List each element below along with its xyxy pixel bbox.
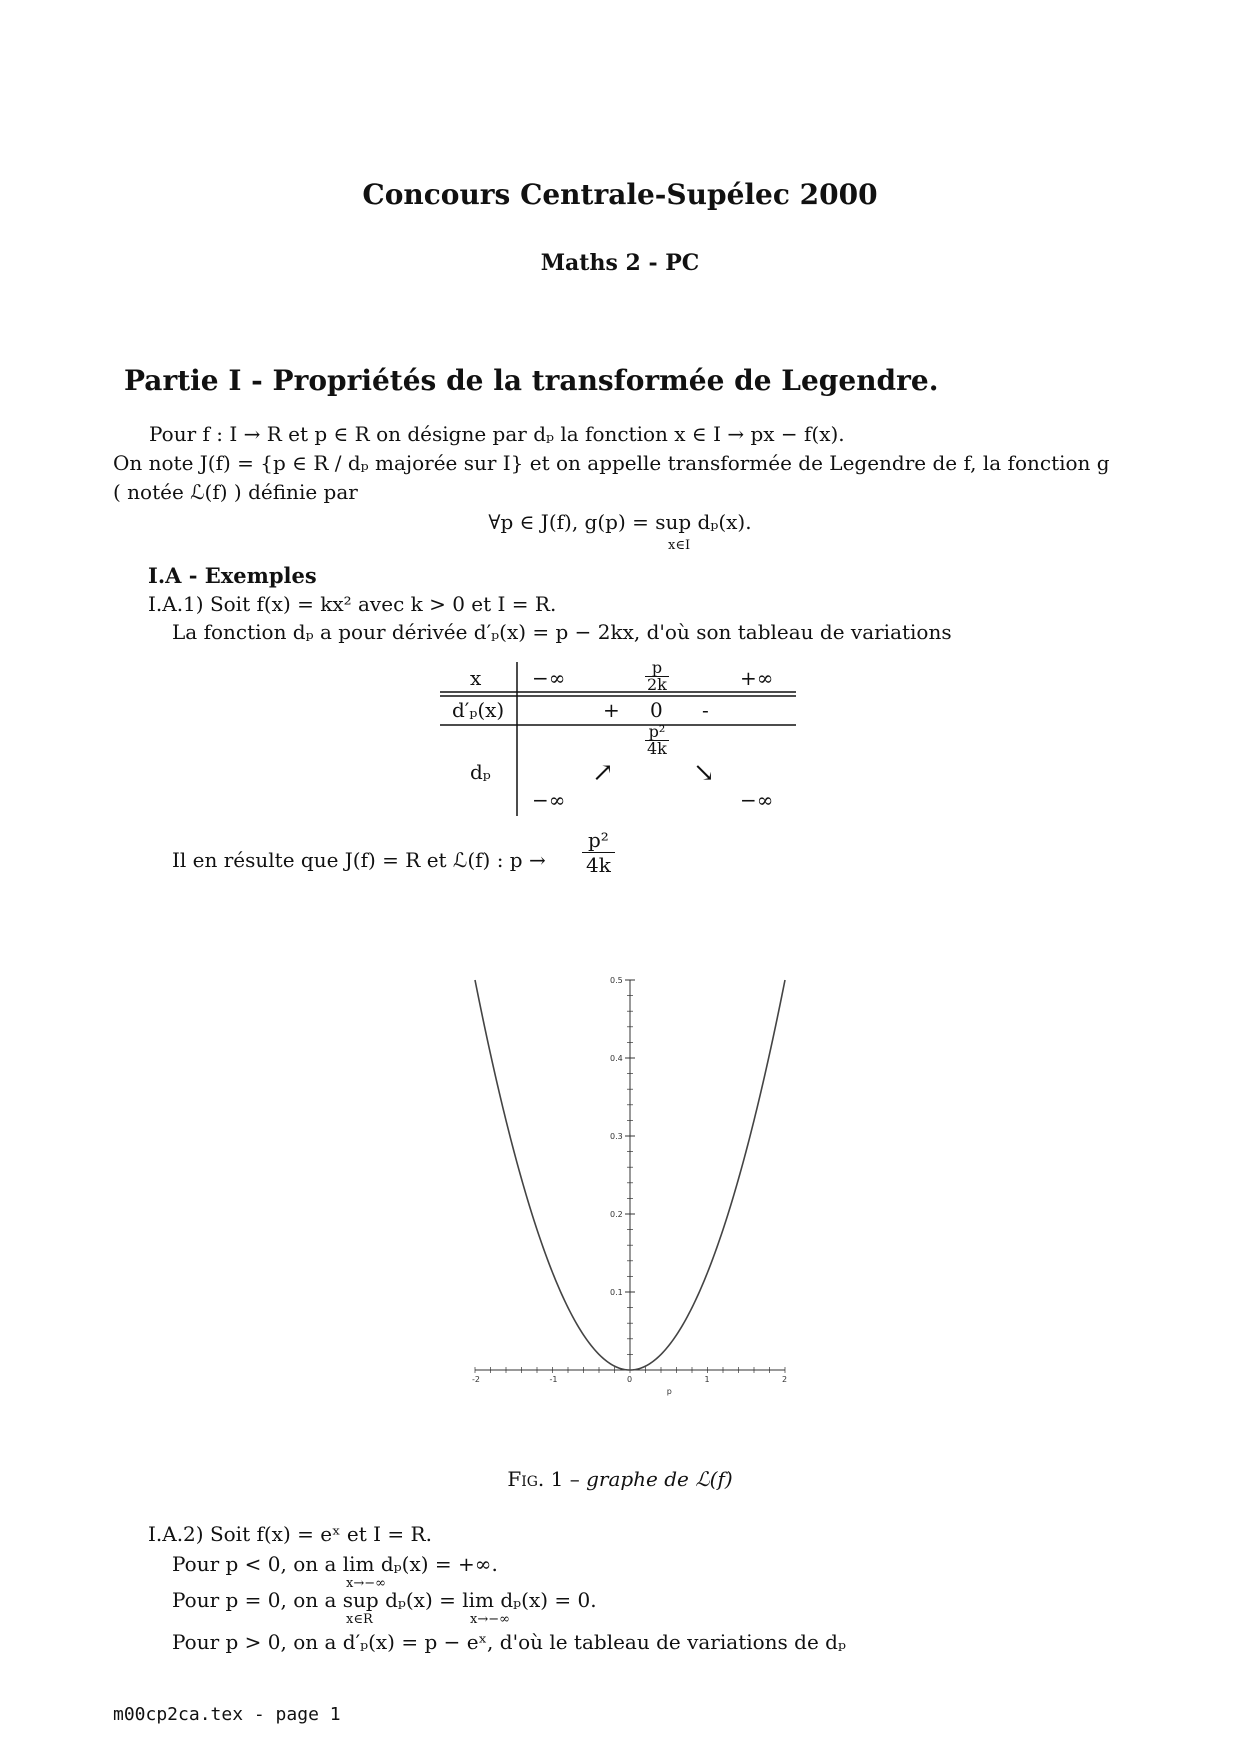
result-den: 4k [586,853,611,877]
table-max-value [645,724,669,757]
document-title: Concours Centrale-Supélec 2000 [362,178,878,211]
table-row-x: x [470,666,482,690]
intro-line-3: ( notée ℒ(f) ) définie par [113,480,358,504]
intro-line-2: On note J(f) = {p ∈ R / dₚ majorée sur I} et on appelle transformée de Legendre de f, la fonction g [113,451,1110,475]
result-fraction [582,828,615,877]
q2-line-2-sub: x→−∞ [346,1576,386,1591]
legendre-formula-text: ∀p ∈ J(f), g(p) = sup dₚ(x). [488,510,752,534]
intro-paragraph [113,420,1123,507]
table-row-d: dₚ [470,760,491,784]
result-num: p² [582,828,615,853]
table-bottom-left: −∞ [532,788,566,812]
y-tick-label: 0.2 [610,1210,623,1219]
arrow-up-icon: ↗ [592,758,614,788]
q1-line-1: I.A.1) Soit f(x) = kx² avec k > 0 et I = R. [148,592,557,616]
table-sign-plus: + [603,698,620,722]
document-subtitle: Maths 2 - PC [540,250,700,276]
figure-caption [0,1467,1240,1491]
table-row-derivative: d′ₚ(x) [452,698,505,722]
intro-line-1: Pour f : I → R et p ∈ R on désigne par dₚ la fonction x ∈ I → px − f(x). [149,422,845,446]
q2-line-3-sub2: x→−∞ [470,1612,510,1627]
page-footer: m00cp2ca.tex - page 1 [113,1704,341,1725]
figure-caption-prefix: Fig. 1 – [507,1467,580,1491]
max-den: 4k [647,739,667,758]
q2-line-3: Pour p = 0, on a sup dₚ(x) = lim dₚ(x) = 0. [172,1588,597,1612]
y-tick-label: 0.3 [610,1132,623,1141]
x-tick-label: 1 [704,1375,710,1384]
table-x-plus-inf: +∞ [740,666,774,690]
legendre-parabola-chart [460,970,800,1396]
part-title: Partie I - Propriétés de la transformée de Legendre. [124,364,939,397]
q2-line-1: I.A.2) Soit f(x) = eˣ et I = R. [148,1522,432,1546]
section-a-title: I.A - Exemples [148,563,317,588]
max-num: p² [645,724,669,741]
table-zero: 0 [650,698,663,722]
result-line: Il en résulte que J(f) = R et ℒ(f) : p → [172,848,546,872]
critical-num: p [645,660,669,677]
table-critical-point [645,660,669,693]
x-tick-label: -1 [549,1375,558,1384]
x-axis-label: p [666,1387,672,1396]
y-tick-label: 0.4 [610,1054,623,1063]
x-tick-label: 2 [782,1375,788,1384]
table-bottom-right: −∞ [740,788,774,812]
q2-line-2: Pour p < 0, on a lim dₚ(x) = +∞. [172,1552,498,1576]
critical-den: 2k [647,675,667,694]
arrow-down-icon: ↘ [693,758,715,788]
y-tick-label: 0.5 [610,976,623,985]
q2-line-4: Pour p > 0, on a d′ₚ(x) = p − eˣ, d'où le tableau de variations de dₚ [172,1630,846,1654]
x-tick-label: -2 [472,1375,480,1384]
variation-table [440,660,796,816]
y-tick-label: 0.1 [610,1288,623,1297]
q2-line-3-sub1: x∈R [346,1612,373,1627]
legendre-formula-sub: x∈I [668,538,691,553]
x-tick-label: 0 [627,1375,633,1384]
table-sign-minus: - [702,698,709,722]
legendre-formula [0,510,1240,534]
figure-caption-text: graphe de ℒ(f) [586,1467,733,1491]
table-x-minus-inf: −∞ [532,666,566,690]
q1-line-2: La fonction dₚ a pour dérivée d′ₚ(x) = p − 2kx, d'où son tableau de variations [172,620,952,644]
